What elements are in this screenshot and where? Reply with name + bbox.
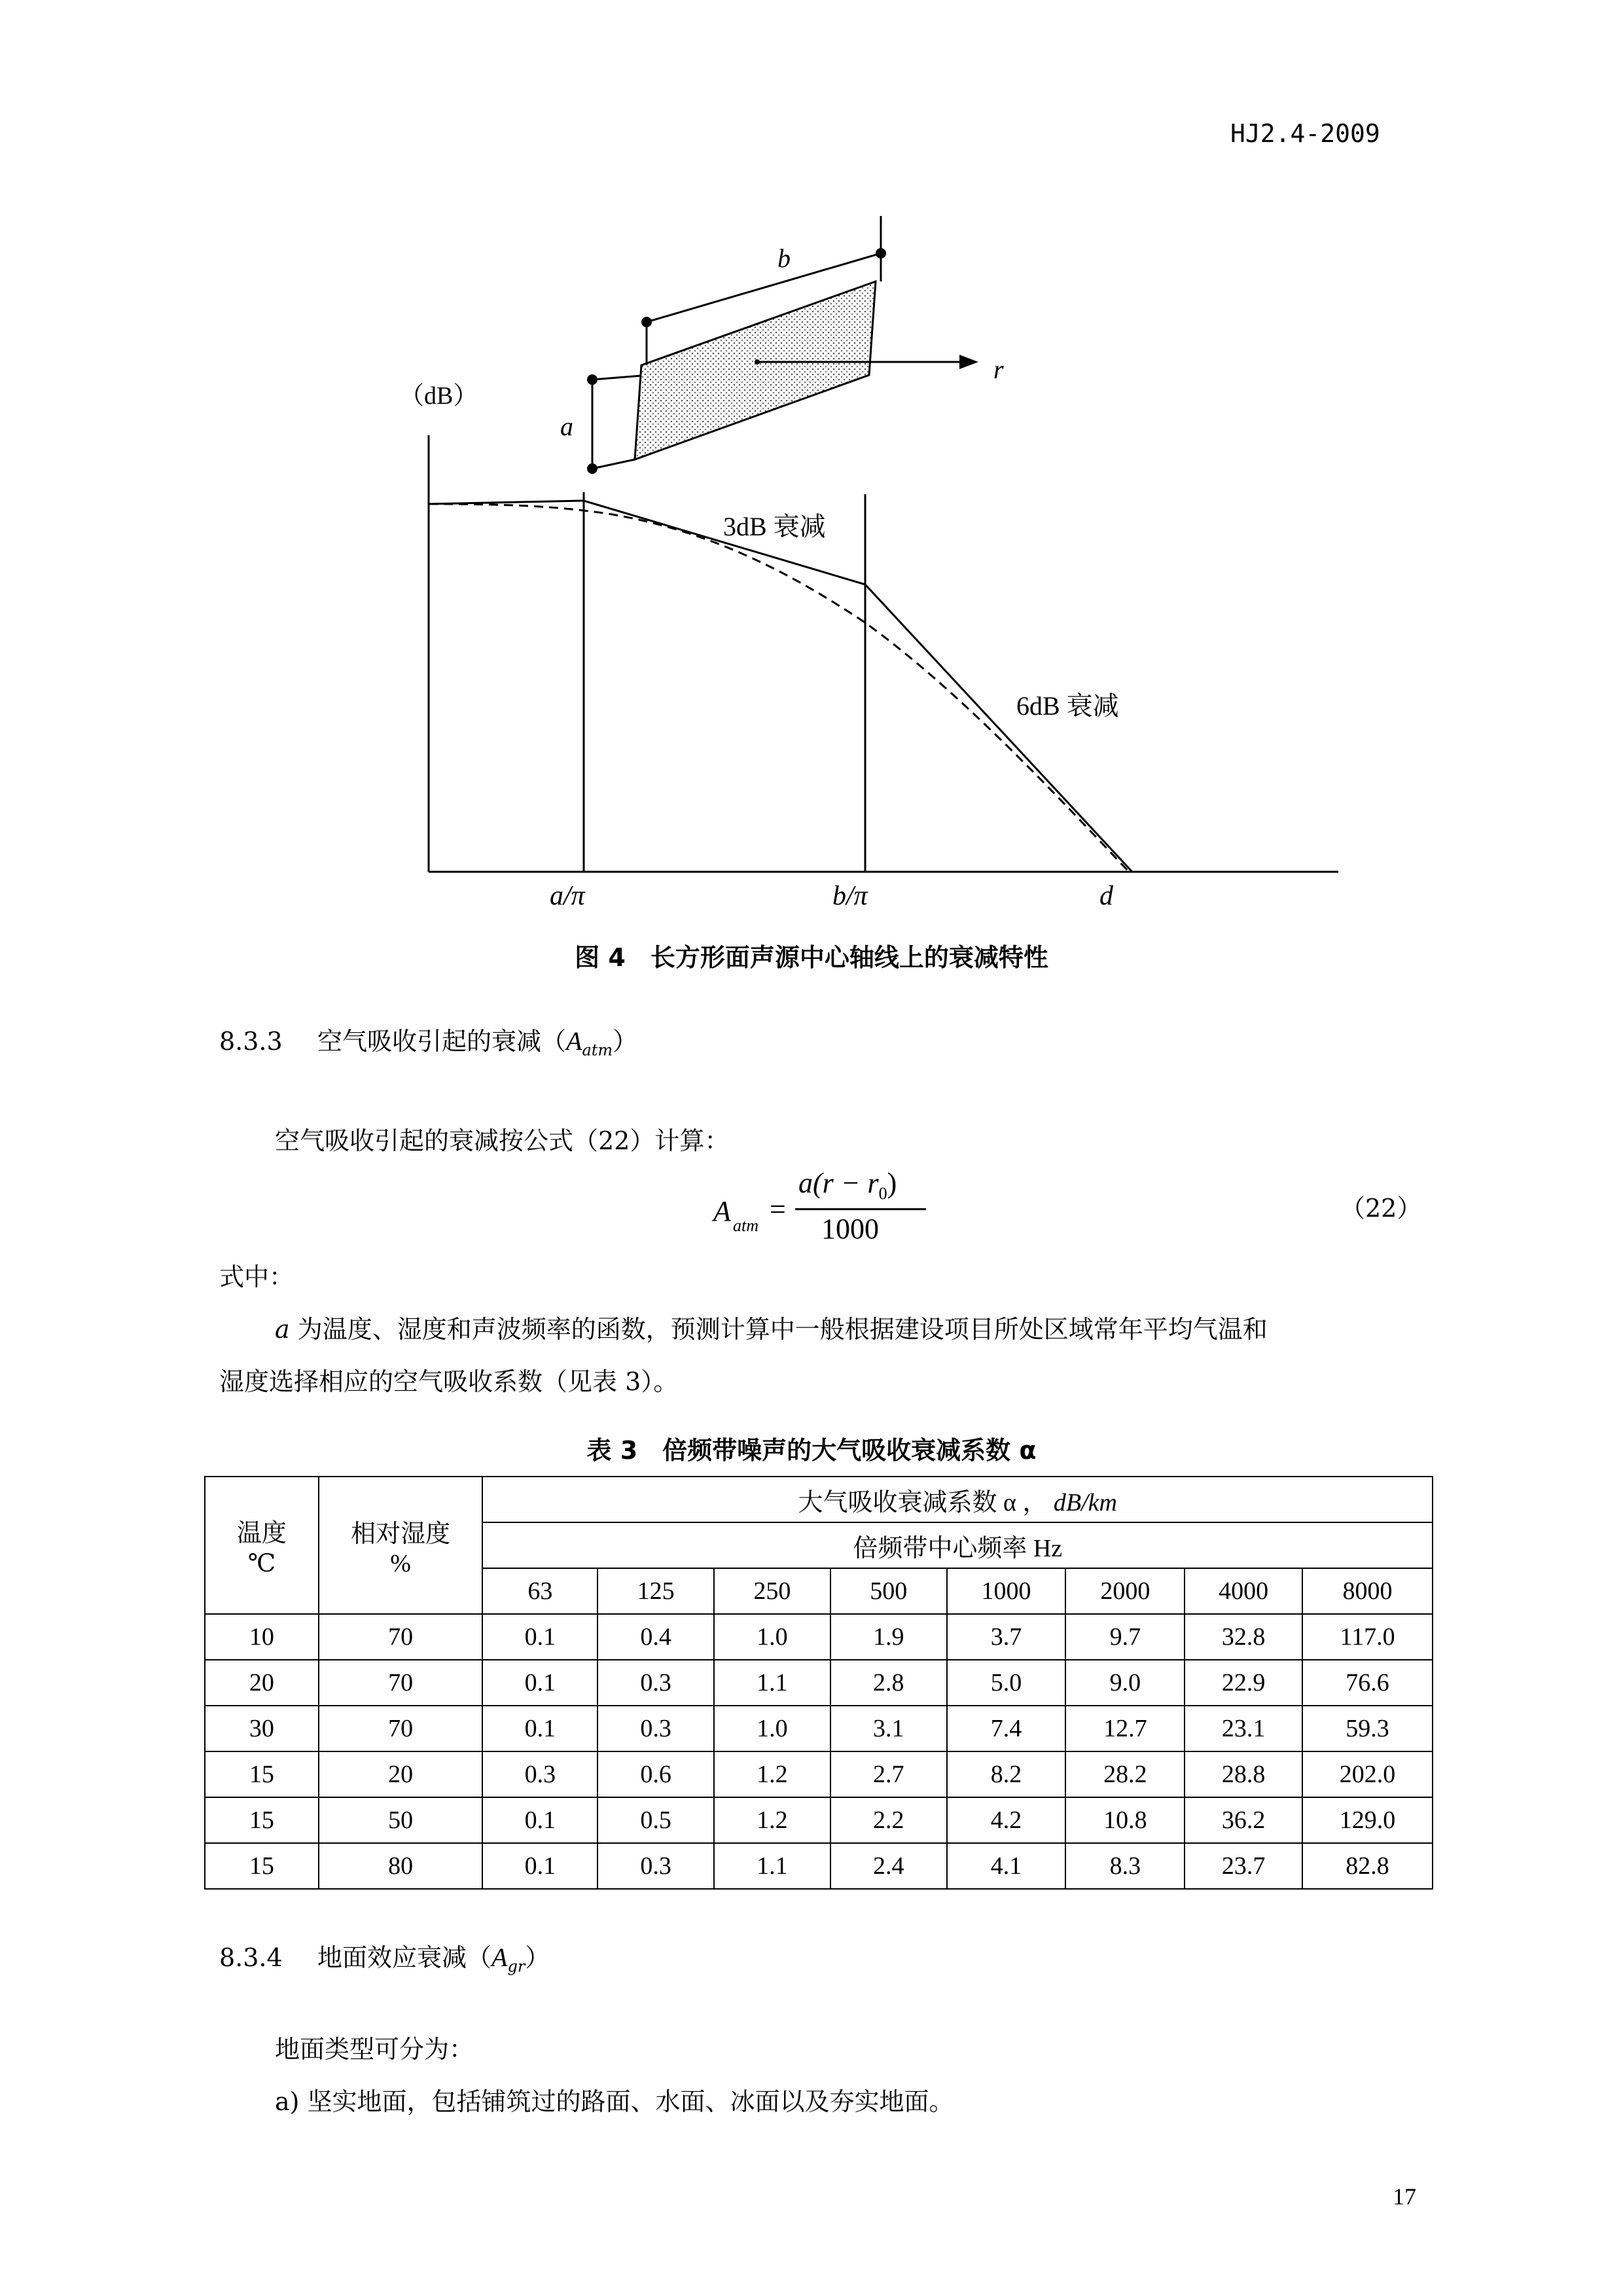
table-cell: 28.2 [1065, 1751, 1185, 1797]
table-cell: 2.4 [830, 1843, 947, 1889]
symbol-sub: gr [507, 1957, 526, 1976]
table-cell: 32.8 [1185, 1614, 1302, 1660]
table-row [205, 1797, 1433, 1843]
figure-caption: 图 4 长方形面声源中心轴线上的衰减特性 [575, 943, 1048, 972]
frequency-header-cell: 8000 [1302, 1568, 1433, 1614]
table-cell: 202.0 [1302, 1751, 1433, 1797]
header-temperature: 温度 ℃ [205, 1477, 319, 1614]
table-cell: 1.2 [714, 1751, 830, 1797]
table-cell: 15 [205, 1843, 319, 1889]
section-heading-8-3-4 [219, 1937, 550, 1976]
table-cell: 0.1 [482, 1614, 597, 1660]
figure-4-diagram [393, 216, 1348, 916]
table-row [205, 1706, 1433, 1751]
section-title: 空气吸收引起的衰减（ [317, 1027, 567, 1056]
table-cell: 23.7 [1185, 1843, 1302, 1889]
frequency-header-cell: 500 [830, 1568, 947, 1614]
table-row [205, 1751, 1433, 1797]
table-cell: 3.1 [830, 1706, 947, 1751]
annotation-3db: 3dB 衰减 [723, 512, 826, 541]
annotation-6db: 6dB 衰减 [1016, 691, 1119, 721]
table-cell: 0.3 [597, 1706, 714, 1751]
header-frequency-group: 倍频带中心频率 Hz [482, 1522, 1433, 1568]
section-title: 地面效应衰减（ [317, 1943, 492, 1972]
table-cell: 10.8 [1065, 1797, 1185, 1843]
frequency-header-cell: 125 [597, 1568, 714, 1614]
attenuation-line [429, 501, 1132, 872]
frequency-header-cell: 250 [714, 1568, 830, 1614]
table-cell: 80 [319, 1843, 483, 1889]
table-cell: 1.1 [714, 1843, 830, 1889]
frequency-header-cell: 63 [482, 1568, 597, 1614]
symbol: A [491, 1943, 508, 1972]
table-body [205, 1614, 1433, 1889]
table-cell: 0.3 [482, 1751, 597, 1797]
label-r: r [993, 355, 1004, 384]
table-cell: 8.3 [1065, 1843, 1185, 1889]
section-number: 8.3.4 [219, 1943, 283, 1972]
formula-number: （22） [1340, 1194, 1422, 1223]
section-close: ） [613, 1027, 638, 1056]
table-cell: 82.8 [1302, 1843, 1433, 1889]
table-cell: 20 [319, 1751, 483, 1797]
table-cell: 5.0 [947, 1660, 1066, 1706]
table-cell: 30 [205, 1706, 319, 1751]
symbol-sub: atm [582, 1041, 613, 1060]
table-cell: 59.3 [1302, 1706, 1433, 1751]
table-caption: 表 3 倍频带噪声的大气吸收衰减系数 α [586, 1436, 1037, 1465]
table-cell: 15 [205, 1751, 319, 1797]
table-cell: 15 [205, 1797, 319, 1843]
table-cell: 0.3 [597, 1660, 714, 1706]
fraction-bar [795, 1208, 926, 1210]
table-cell: 50 [319, 1797, 483, 1843]
table-cell: 28.8 [1185, 1751, 1302, 1797]
section-number: 8.3.3 [219, 1027, 283, 1056]
header-coefficient-group: 大气吸收衰减系数 α ， dB/km [482, 1477, 1433, 1522]
formula-lhs: A [713, 1195, 731, 1227]
table-cell: 9.7 [1065, 1614, 1185, 1660]
document-code: HJ2.4-2009 [1230, 119, 1380, 148]
label-b: b [777, 243, 791, 273]
table-row [205, 1614, 1433, 1660]
tick-b-pi: b/π [832, 881, 868, 911]
param-var: a [275, 1315, 290, 1344]
param-description-line2: 湿度选择相应的空气吸收系数（见表 3）。 [219, 1367, 679, 1396]
section-close: ） [525, 1943, 550, 1972]
table-cell: 36.2 [1185, 1797, 1302, 1843]
table-cell: 1.0 [714, 1614, 830, 1660]
table-cell: 10 [205, 1614, 319, 1660]
tick-d: d [1099, 881, 1113, 911]
frequency-header-cell: 1000 [947, 1568, 1066, 1614]
table-cell: 117.0 [1302, 1614, 1433, 1660]
table-cell: 2.7 [830, 1751, 947, 1797]
table-cell: 0.3 [597, 1843, 714, 1889]
table-cell: 0.6 [597, 1751, 714, 1797]
symbol: A [566, 1026, 582, 1056]
y-unit-label: （dB） [399, 382, 478, 410]
tick-a-pi: a/π [550, 881, 585, 911]
param-description-line1: a 为温度、湿度和声波频率的函数，预测计算中一般根据建设项目所处区域常年平均气温和 [275, 1315, 1268, 1344]
table-cell: 2.2 [830, 1797, 947, 1843]
frequency-header-cell: 4000 [1185, 1568, 1302, 1614]
table-cell: 70 [319, 1614, 483, 1660]
table-cell: 8.2 [947, 1751, 1066, 1797]
table-cell: 3.7 [947, 1614, 1066, 1660]
table-cell: 1.1 [714, 1660, 830, 1706]
table-cell: 12.7 [1065, 1706, 1185, 1751]
formula-denominator: 1000 [821, 1213, 879, 1245]
ground-item-a: a) 坚实地面，包括铺筑过的路面、水面、冰面以及夯实地面。 [275, 2087, 954, 2116]
table-cell: 22.9 [1185, 1660, 1302, 1706]
table-cell: 0.4 [597, 1614, 714, 1660]
table-cell: 76.6 [1302, 1660, 1433, 1706]
formula-numerator: $a(r - r_0)$ [798, 1167, 897, 1203]
table-cell: 2.8 [830, 1660, 947, 1706]
table-cell: 4.2 [947, 1797, 1066, 1843]
table-cell: 70 [319, 1660, 483, 1706]
table-cell: 0.1 [482, 1706, 597, 1751]
section-heading-8-3-3 [219, 1021, 637, 1060]
table-cell: 9.0 [1065, 1660, 1185, 1706]
table-cell: 1.2 [714, 1797, 830, 1843]
table-cell: 23.1 [1185, 1706, 1302, 1751]
absorption-coefficient-table [204, 1476, 1433, 1890]
intro-paragraph: 空气吸收引起的衰减按公式（22）计算： [275, 1126, 730, 1155]
table-row [205, 1843, 1433, 1889]
frequency-header-cell: 2000 [1065, 1568, 1185, 1614]
table-cell: 129.0 [1302, 1797, 1433, 1843]
page-number: 17 [1393, 2183, 1416, 2210]
table-cell: 20 [205, 1660, 319, 1706]
ground-intro: 地面类型可分为： [275, 2035, 474, 2064]
table-cell: 4.1 [947, 1843, 1066, 1889]
formula-equals: = [770, 1193, 786, 1225]
table-cell: 1.0 [714, 1706, 830, 1751]
rectangular-source [635, 281, 876, 459]
formula-22 [713, 1167, 923, 1245]
table-row [205, 1660, 1433, 1706]
table-cell: 0.1 [482, 1797, 597, 1843]
table-cell: 0.1 [482, 1660, 597, 1706]
formula-lhs-sub: atm [733, 1216, 758, 1235]
table-cell: 7.4 [947, 1706, 1066, 1751]
label-a: a [560, 412, 573, 441]
table-cell: 0.5 [597, 1797, 714, 1843]
table-cell: 70 [319, 1706, 483, 1751]
table-cell: 1.9 [830, 1614, 947, 1660]
table-cell: 0.1 [482, 1843, 597, 1889]
where-label: 式中： [219, 1263, 294, 1291]
header-humidity: 相对湿度 % [319, 1477, 483, 1614]
